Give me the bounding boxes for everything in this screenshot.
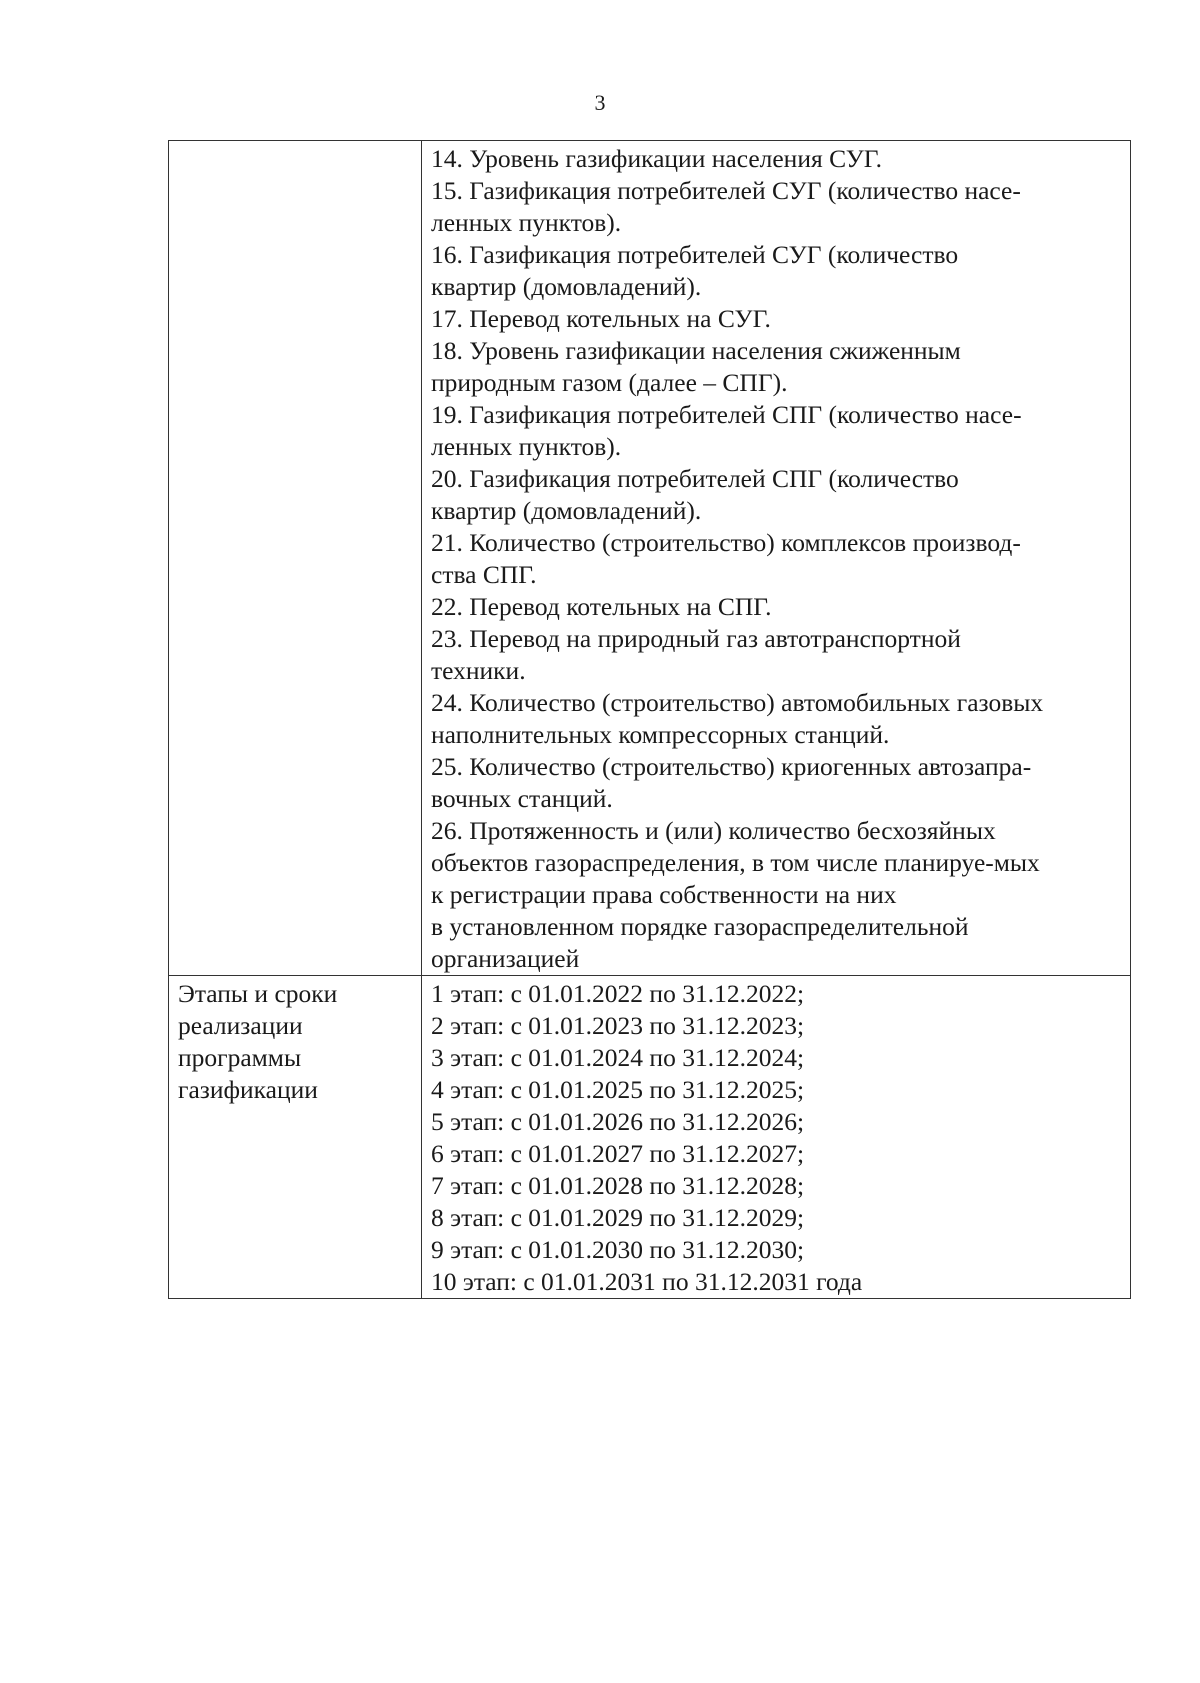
content-line: к регистрации права собственности на них <box>431 880 897 909</box>
content-line: 4 этап: с 01.01.2025 по 31.12.2025; <box>431 1075 805 1104</box>
label-line: программы <box>178 1043 302 1072</box>
content-line: 1 этап: с 01.01.2022 по 31.12.2022; <box>431 979 805 1008</box>
content-line: вочных станций. <box>431 784 613 813</box>
label-line: Этапы и сроки <box>178 979 338 1008</box>
content-line: наполнительных компрессорных станций. <box>431 720 890 749</box>
row-label-cell <box>169 976 422 1299</box>
content-line: ства СПГ. <box>431 560 537 589</box>
content-line: техники. <box>431 656 526 685</box>
content-line: квартир (домовладений). <box>431 272 702 301</box>
content-line: 5 этап: с 01.01.2026 по 31.12.2026; <box>431 1107 805 1136</box>
row-content-cell <box>422 976 1131 1299</box>
label-line: реализации <box>178 1011 303 1040</box>
content-line: в установленном порядке газораспределительной <box>431 912 969 941</box>
content-line: 18. Уровень газификации населения сжиженным <box>431 336 961 365</box>
content-line: объектов газораспределения, в том числе планируе-мых <box>431 848 1040 877</box>
page-number: 3 <box>594 90 606 115</box>
content-line: 17. Перевод котельных на СУГ. <box>431 304 771 333</box>
table-row <box>169 976 1131 1299</box>
content-line: природным газом (далее – СПГ). <box>431 368 788 397</box>
content-line: ленных пунктов). <box>431 208 622 237</box>
content-line: 2 этап: с 01.01.2023 по 31.12.2023; <box>431 1011 805 1040</box>
label-line: газификации <box>178 1075 318 1104</box>
row-label-cell <box>169 141 422 976</box>
content-line: 14. Уровень газификации населения СУГ. <box>431 144 883 173</box>
content-line: 24. Количество (строительство) автомобильных газовых <box>431 688 1044 717</box>
content-line: 10 этап: с 01.01.2031 по 31.12.2031 года <box>431 1267 863 1296</box>
content-line: 26. Протяженность и (или) количество бесхозяйных <box>431 816 996 845</box>
content-line: 22. Перевод котельных на СПГ. <box>431 592 772 621</box>
content-line: организацией <box>431 944 580 973</box>
content-line: 16. Газификация потребителей СУГ (количество <box>431 240 959 269</box>
program-table <box>168 140 1131 1299</box>
content-line: 6 этап: с 01.01.2027 по 31.12.2027; <box>431 1139 805 1168</box>
content-line: 25. Количество (строительство) криогенных автозапра- <box>431 752 1032 781</box>
content-line: 21. Количество (строительство) комплексов производ- <box>431 528 1021 557</box>
row-content-cell <box>422 141 1131 976</box>
content-line: 7 этап: с 01.01.2028 по 31.12.2028; <box>431 1171 805 1200</box>
content-line: квартир (домовладений). <box>431 496 702 525</box>
content-line: 20. Газификация потребителей СПГ (количество <box>431 464 959 493</box>
content-line: 3 этап: с 01.01.2024 по 31.12.2024; <box>431 1043 805 1072</box>
program-table-body <box>169 141 1131 1299</box>
content-line: ленных пунктов). <box>431 432 622 461</box>
content-line: 19. Газификация потребителей СПГ (количество насе- <box>431 400 1022 429</box>
content-line: 23. Перевод на природный газ автотранспортной <box>431 624 961 653</box>
content-line: 9 этап: с 01.01.2030 по 31.12.2030; <box>431 1235 805 1264</box>
table-row <box>169 141 1131 976</box>
content-line: 15. Газификация потребителей СУГ (количество насе- <box>431 176 1021 205</box>
content-line: 8 этап: с 01.01.2029 по 31.12.2029; <box>431 1203 805 1232</box>
